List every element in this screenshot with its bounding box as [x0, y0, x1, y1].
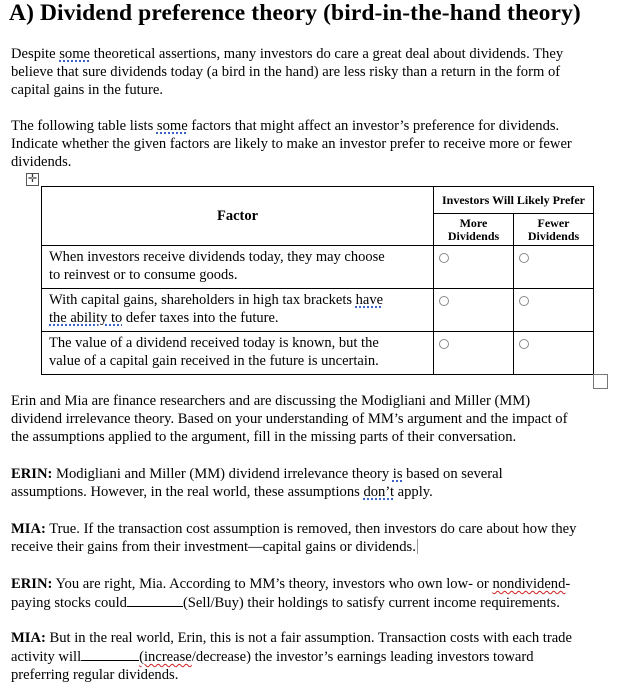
speaker-mia: MIA:	[11, 521, 46, 537]
more-dividends-header: More Dividends	[434, 214, 514, 246]
fewer-dividends-header: Fewer Dividends	[514, 214, 594, 246]
speaker-erin: ERIN:	[11, 466, 53, 482]
factor-cell: With capital gains, shareholders in high tax brackets have the ability to defer taxes into the future.	[42, 289, 434, 332]
table-move-handle-icon[interactable]: ✛	[27, 173, 38, 185]
table-row	[42, 246, 594, 289]
radio-row1-fewer-dividends[interactable]	[519, 253, 529, 263]
factor-cell: The value of a dividend received today is known, but the value of a capital gain received in the future is uncertain.	[42, 332, 434, 375]
radio-row2-more-dividends[interactable]	[439, 296, 449, 306]
erin-statement-1: ERIN: Modigliani and Miller (MM) dividend irrelevance theory is based on several assumptions. However, in the real world, these assumptions don’t apply.	[11, 466, 503, 500]
dividend-preference-table	[41, 186, 594, 375]
mia-statement-1: MIA: True. If the transaction cost assumption is removed, then investors do care about how they receive their gains from their investment—capital gains or dividends.	[11, 521, 577, 555]
table-row	[42, 289, 594, 332]
fill-blank-increase-decrease[interactable]	[81, 647, 139, 661]
text-cursor	[417, 539, 418, 554]
radio-row3-more-dividends[interactable]	[439, 339, 449, 349]
speaker-erin: ERIN:	[11, 576, 53, 592]
speaker-mia: MIA:	[11, 630, 46, 646]
mm-paragraph: Erin and Mia are finance researchers and are discussing the Modigliani and Miller (MM) dividend irrelevance theory. Based on your understanding of MM’s argument and the impact of the assumptions applied to the argument, fill in the missing parts of their conversation.	[11, 393, 568, 445]
radio-row2-fewer-dividends[interactable]	[519, 296, 529, 306]
table-row	[42, 332, 594, 375]
table-resize-handle[interactable]	[593, 374, 608, 389]
intro-paragraph-2: The following table lists some factors that might affect an investor’s preference for dividends. Indicate whether the given factors are likely to make an investor prefer to receive more or fewer dividends.	[11, 118, 572, 170]
radio-row1-more-dividends[interactable]	[439, 253, 449, 263]
table-header-row	[42, 187, 594, 214]
factor-header: Factor	[42, 187, 434, 246]
mia-statement-2: MIA: But in the real world, Erin, this is not a fair assumption. Transaction costs with each trade activity will (increase/decrease) the investor’s earnings leading investors toward preferring regular dividends.	[11, 630, 572, 683]
fill-blank-sell-buy[interactable]	[127, 593, 183, 607]
investors-prefer-header: Investors Will Likely Prefer	[434, 187, 594, 214]
section-title: A) Dividend preference theory (bird-in-the-hand theory)	[9, 0, 581, 26]
intro-paragraph-1: Despite some theoretical assertions, many investors do care a great deal about dividends. They believe that sure dividends today (a bird in the hand) are less risky than a return in the form of capital gains in the future.	[11, 46, 564, 98]
factor-cell: When investors receive dividends today, they may choose to reinvest or to consume goods.	[42, 246, 434, 289]
erin-statement-2: ERIN: You are right, Mia. According to MM’s theory, investors who own low- or nondividend- paying stocks could (Sell/Buy) their holdings to satisfy current income requirements.	[11, 576, 571, 611]
radio-row3-fewer-dividends[interactable]	[519, 339, 529, 349]
